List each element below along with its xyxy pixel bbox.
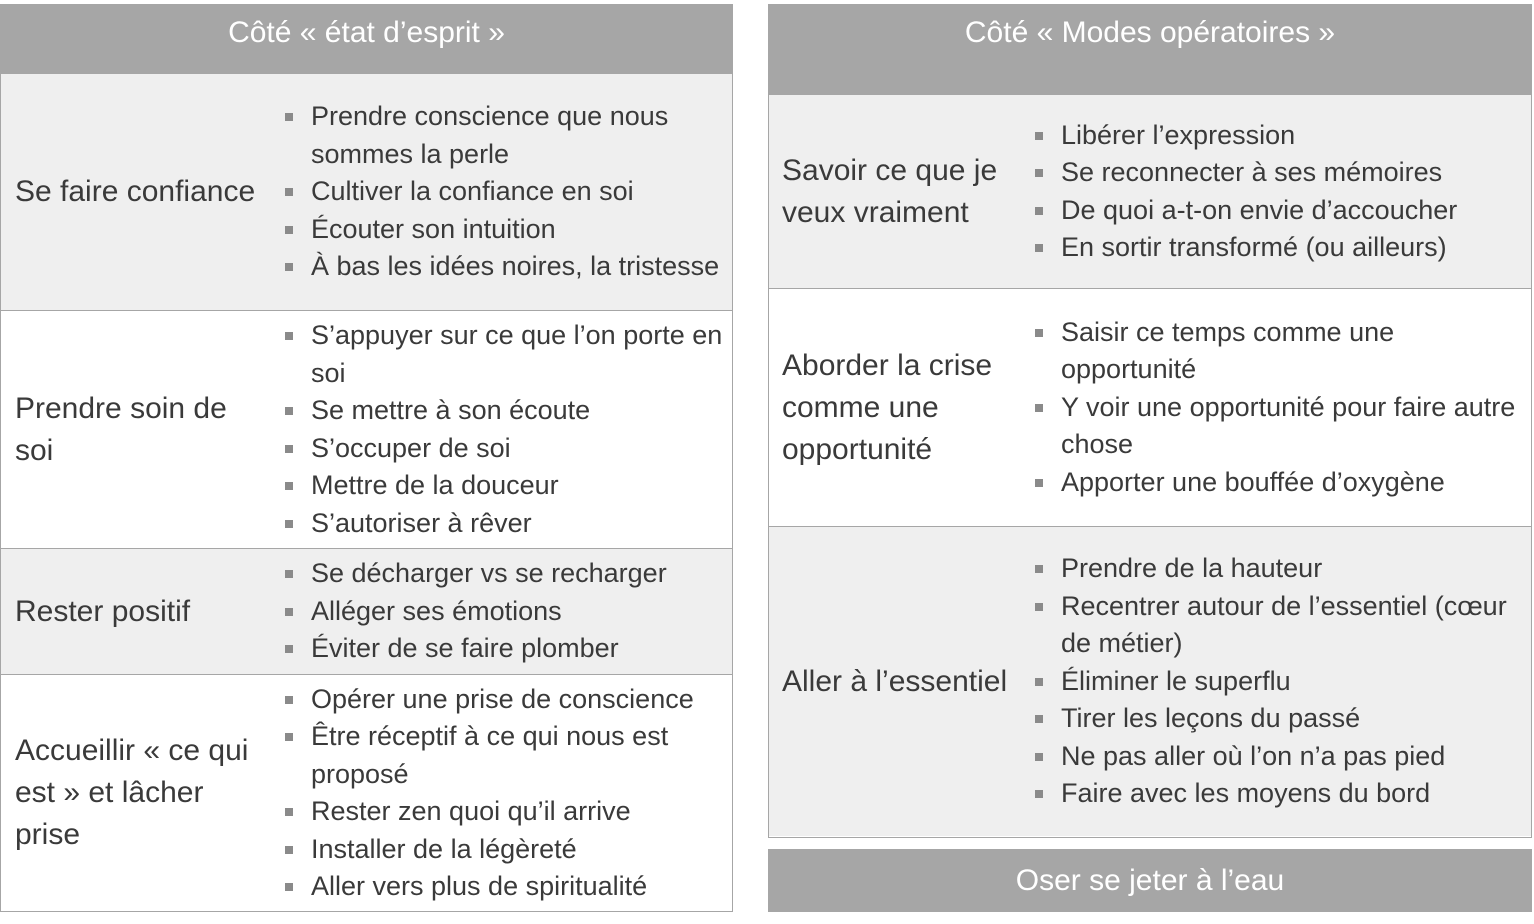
bullet-icon [285, 733, 293, 741]
bullet-icon [285, 482, 293, 490]
bullet-icon [285, 883, 293, 891]
list-item: Se reconnecter à ses mémoires [1031, 154, 1531, 192]
list-item: Mettre de la douceur [281, 467, 732, 505]
item-list [1031, 550, 1531, 813]
row-label: Accueillir « ce qui est » et lâcher prise [15, 734, 249, 851]
row-label: Savoir ce que je veux vraiment [782, 153, 998, 229]
list-item: Rester zen quoi qu’il arrive [281, 793, 732, 831]
list-item: Prendre conscience que nous sommes la perle [281, 98, 732, 173]
item-list [281, 98, 732, 286]
table-row [1, 73, 732, 310]
list-item: Faire avec les moyens du bord [1031, 775, 1531, 813]
bullet-icon [285, 520, 293, 528]
list-item: De quoi a-t-on envie d’accoucher [1031, 192, 1531, 230]
list-item: Opérer une prise de conscience [281, 681, 732, 719]
table-row [769, 288, 1531, 526]
table-row [1, 674, 732, 911]
bullet-icon [1035, 207, 1043, 215]
item-list [1031, 117, 1531, 267]
left-table-header: Côté « état d’esprit » [1, 5, 732, 73]
bullet-icon [285, 808, 293, 816]
row-label: Rester positif [15, 594, 191, 628]
bullet-icon [285, 113, 293, 121]
list-item: Éliminer le superflu [1031, 663, 1531, 701]
bullet-icon [1035, 715, 1043, 723]
row-label: Aborder la crise comme une opportunité [782, 348, 993, 466]
list-item: Cultiver la confiance en soi [281, 173, 732, 211]
table-row [769, 526, 1531, 836]
bullet-icon [1035, 790, 1043, 798]
bullet-icon [1035, 169, 1043, 177]
list-item: Tirer les leçons du passé [1031, 700, 1531, 738]
list-item: Alléger ses émotions [281, 593, 732, 631]
bullet-icon [285, 570, 293, 578]
bullet-icon [285, 188, 293, 196]
right-table [768, 4, 1532, 838]
item-list [281, 317, 732, 542]
bullet-icon [285, 407, 293, 415]
footer-banner: Oser se jeter à l’eau [768, 849, 1532, 912]
list-item: S’autoriser à rêver [281, 505, 732, 543]
list-item: Ne pas aller où l’on n’a pas pied [1031, 738, 1531, 776]
table-row [1, 548, 732, 674]
list-item: Apporter une bouffée d’oxygène [1031, 464, 1531, 502]
list-item: Y voir une opportunité pour faire autre chose [1031, 389, 1531, 464]
row-label: Prendre soin de soi [15, 391, 227, 467]
bullet-icon [1035, 329, 1043, 337]
list-item: Se décharger vs se recharger [281, 555, 732, 593]
bullet-icon [1035, 678, 1043, 686]
row-label: Se faire confiance [15, 175, 256, 208]
list-item: Prendre de la hauteur [1031, 550, 1531, 588]
table-row [1, 310, 732, 548]
list-item: Être réceptif à ce qui nous est proposé [281, 718, 732, 793]
list-item: Écouter son intuition [281, 211, 732, 249]
bullet-icon [285, 608, 293, 616]
bullet-icon [1035, 603, 1043, 611]
list-item: Recentrer autour de l’essentiel (cœur de métier) [1031, 588, 1531, 663]
bullet-icon [1035, 132, 1043, 140]
bullet-icon [285, 332, 293, 340]
left-table [0, 4, 733, 912]
bullet-icon [1035, 753, 1043, 761]
bullet-icon [285, 263, 293, 271]
list-item: Saisir ce temps comme une opportunité [1031, 314, 1531, 389]
item-list [281, 681, 732, 906]
list-item: À bas les idées noires, la tristesse [281, 248, 732, 286]
bullet-icon [1035, 479, 1043, 487]
bullet-icon [285, 846, 293, 854]
bullet-icon [285, 645, 293, 653]
bullet-icon [285, 445, 293, 453]
list-item: Aller vers plus de spiritualité [281, 868, 732, 906]
right-table-header: Côté « Modes opératoires » [769, 5, 1531, 94]
list-item: Libérer l’expression [1031, 117, 1531, 155]
list-item: En sortir transformé (ou ailleurs) [1031, 229, 1531, 267]
list-item: S’appuyer sur ce que l’on porte en soi [281, 317, 732, 392]
list-item: Installer de la légèreté [281, 831, 732, 869]
item-list [281, 555, 732, 668]
bullet-icon [1035, 565, 1043, 573]
list-item: Se mettre à son écoute [281, 392, 732, 430]
list-item: S’occuper de soi [281, 430, 732, 468]
row-label: Aller à l’essentiel [782, 664, 1008, 698]
bullet-icon [285, 696, 293, 704]
item-list [1031, 314, 1531, 502]
table-row [769, 94, 1531, 288]
bullet-icon [285, 226, 293, 234]
list-item: Éviter de se faire plomber [281, 630, 732, 668]
bullet-icon [1035, 404, 1043, 412]
bullet-icon [1035, 244, 1043, 252]
